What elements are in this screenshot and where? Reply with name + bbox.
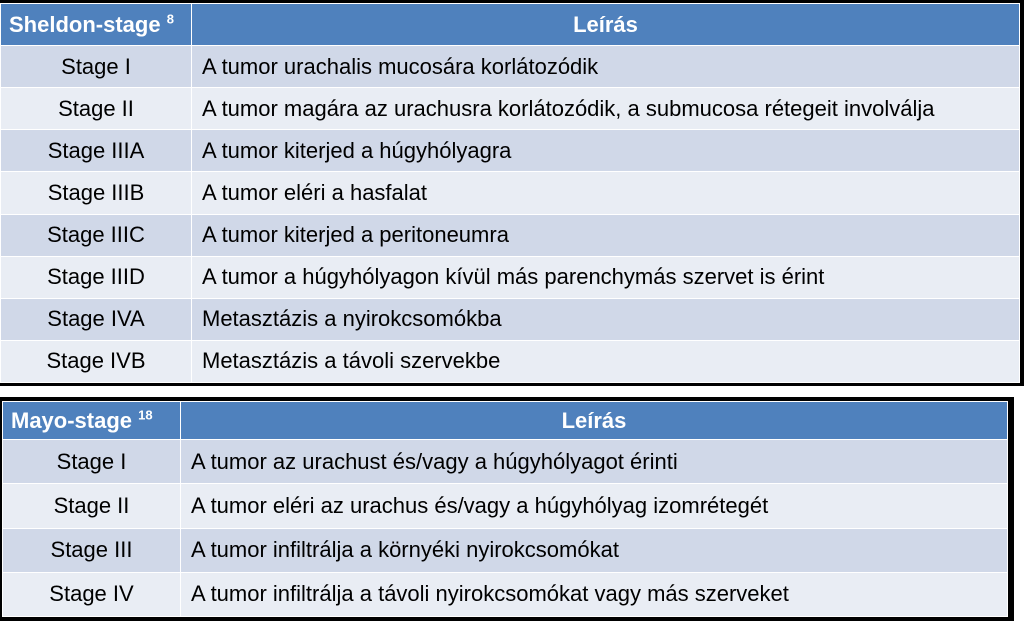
description-header: Leírás: [192, 4, 1020, 46]
stage-cell: Stage I: [3, 440, 181, 484]
description-cell: A tumor urachalis mucosára korlátozódik: [192, 46, 1020, 88]
description-cell: Metasztázis a nyirokcsomókba: [192, 298, 1020, 340]
table-header-row: [3, 402, 1008, 440]
stage-cell: Stage IVA: [1, 298, 192, 340]
mayo-stage-header: [3, 402, 181, 440]
reference-superscript: 18: [138, 407, 153, 423]
table-header-row: [1, 4, 1020, 46]
description-cell: A tumor eléri a hasfalat: [192, 172, 1020, 214]
table-row: [3, 572, 1008, 616]
table-row: [1, 340, 1020, 382]
header-label: Mayo-stage: [11, 407, 133, 433]
description-cell: A tumor az urachust és/vagy a húgyhólyagot érinti: [181, 440, 1008, 484]
stage-cell: Stage III: [3, 528, 181, 572]
table-row: [1, 298, 1020, 340]
stage-cell: Stage IV: [3, 572, 181, 616]
table-row: [3, 528, 1008, 572]
table-row: [1, 88, 1020, 130]
sheldon-stage-header: [1, 4, 192, 46]
stage-cell: Stage IIIB: [1, 172, 192, 214]
stage-cell: Stage IIIA: [1, 130, 192, 172]
stage-cell: Stage I: [1, 46, 192, 88]
sheldon-staging-table: [0, 3, 1020, 383]
mayo-table-body: [3, 440, 1008, 617]
stage-cell: Stage II: [3, 484, 181, 528]
table-row: [1, 46, 1020, 88]
description-cell: Metasztázis a távoli szervekbe: [192, 340, 1020, 382]
table-row: [1, 130, 1020, 172]
mayo-staging-table: [2, 401, 1008, 617]
reference-superscript: 8: [166, 11, 174, 27]
header-label: Sheldon-stage: [9, 11, 161, 37]
table-row: [1, 214, 1020, 256]
description-cell: A tumor magára az urachusra korlátozódik, a submucosa rétegeit involválja: [192, 88, 1020, 130]
stage-cell: Stage IIID: [1, 256, 192, 298]
description-cell: A tumor kiterjed a peritoneumra: [192, 214, 1020, 256]
stage-cell: Stage II: [1, 88, 192, 130]
table-row: [1, 256, 1020, 298]
description-cell: A tumor a húgyhólyagon kívül más parenchymás szervet is érint: [192, 256, 1020, 298]
description-cell: A tumor kiterjed a húgyhólyagra: [192, 130, 1020, 172]
stage-cell: Stage IVB: [1, 340, 192, 382]
description-cell: A tumor infiltrálja a távoli nyirokcsomókat vagy más szerveket: [181, 572, 1008, 616]
description-header: Leírás: [181, 402, 1008, 440]
table-row: [1, 172, 1020, 214]
sheldon-table-body: [1, 46, 1020, 383]
mayo-table-frame: [0, 397, 1014, 621]
table-row: [3, 440, 1008, 484]
stage-cell: Stage IIIC: [1, 214, 192, 256]
description-cell: A tumor eléri az urachus és/vagy a húgyhólyag izomrétegét: [181, 484, 1008, 528]
description-cell: A tumor infiltrálja a környéki nyirokcsomókat: [181, 528, 1008, 572]
table-row: [3, 484, 1008, 528]
